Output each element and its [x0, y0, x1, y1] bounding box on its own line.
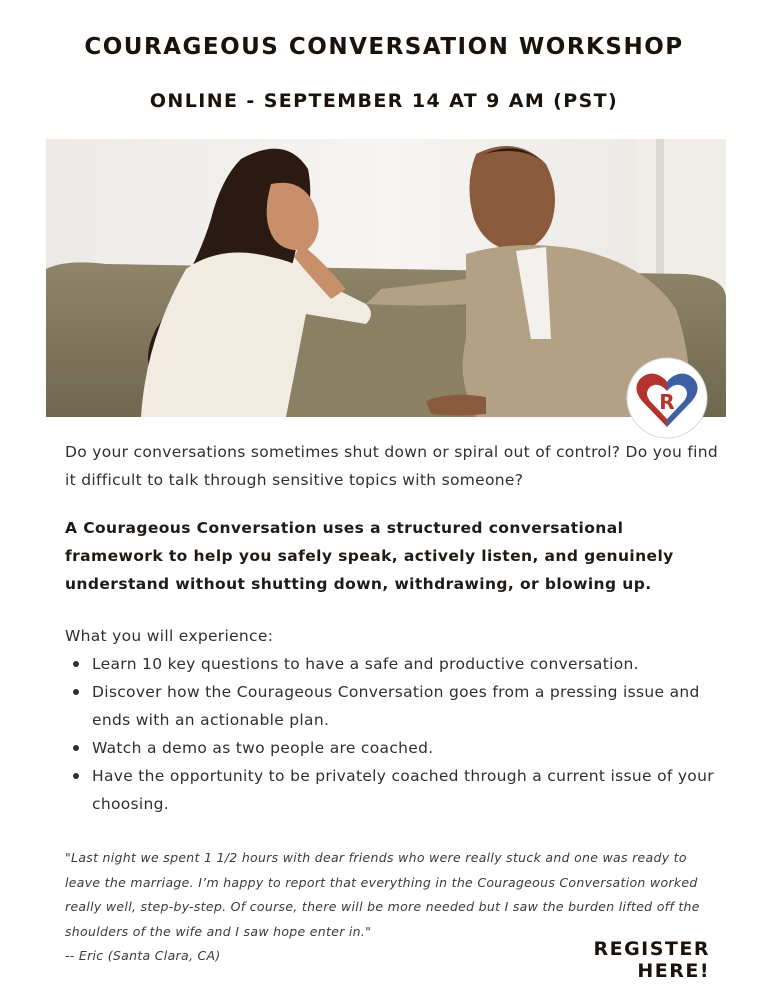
- framework-description: A Courageous Conversation uses a structured conversational framework to help you safely speak, actively listen, and genuinely understand without shutting down, withdrawing, or blowing up.: [65, 519, 674, 593]
- register-button[interactable]: REGISTER HERE!: [593, 938, 710, 982]
- bullet-icon: [73, 773, 79, 779]
- experience-heading: What you will experience:: [65, 627, 274, 645]
- page-title: COURAGEOUS CONVERSATION WORKSHOP: [84, 34, 684, 60]
- bullet-icon: [73, 689, 79, 695]
- experience-list: [65, 650, 715, 818]
- logo-letter: R: [659, 390, 675, 414]
- intro-paragraph: Do your conversations sometimes shut down or spiral out of control? Do you find it difficult to talk through sensitive topics with someone?: [65, 443, 719, 489]
- list-item: Watch a demo as two people are coached.: [65, 734, 715, 762]
- bullet-icon: [73, 745, 79, 751]
- testimonial-attribution: -- Eric (Santa Clara, CA): [65, 948, 221, 963]
- hero-photo-couple-talking: [46, 139, 726, 417]
- bullet-icon: [73, 661, 79, 667]
- list-item: Have the opportunity to be privately coached through a current issue of your choosing.: [65, 762, 715, 818]
- testimonial-quote: "Last night we spent 1 1/2 hours with dear friends who were really stuck and one was ready to leave the marriage. I’m happy to report that everything in the Courageous Conversation worked really well, step-by-step. Of course, there will be more needed but I saw the burden lifted off the shoulders of the wife and I saw hope enter in.": [65, 850, 700, 939]
- list-item: Learn 10 key questions to have a safe and productive conversation.: [65, 650, 715, 678]
- event-date-subtitle: ONLINE - SEPTEMBER 14 AT 9 AM (PST): [149, 90, 619, 112]
- r-heart-logo-icon: [626, 357, 708, 439]
- list-item: Discover how the Courageous Conversation goes from a pressing issue and ends with an actionable plan.: [65, 678, 715, 734]
